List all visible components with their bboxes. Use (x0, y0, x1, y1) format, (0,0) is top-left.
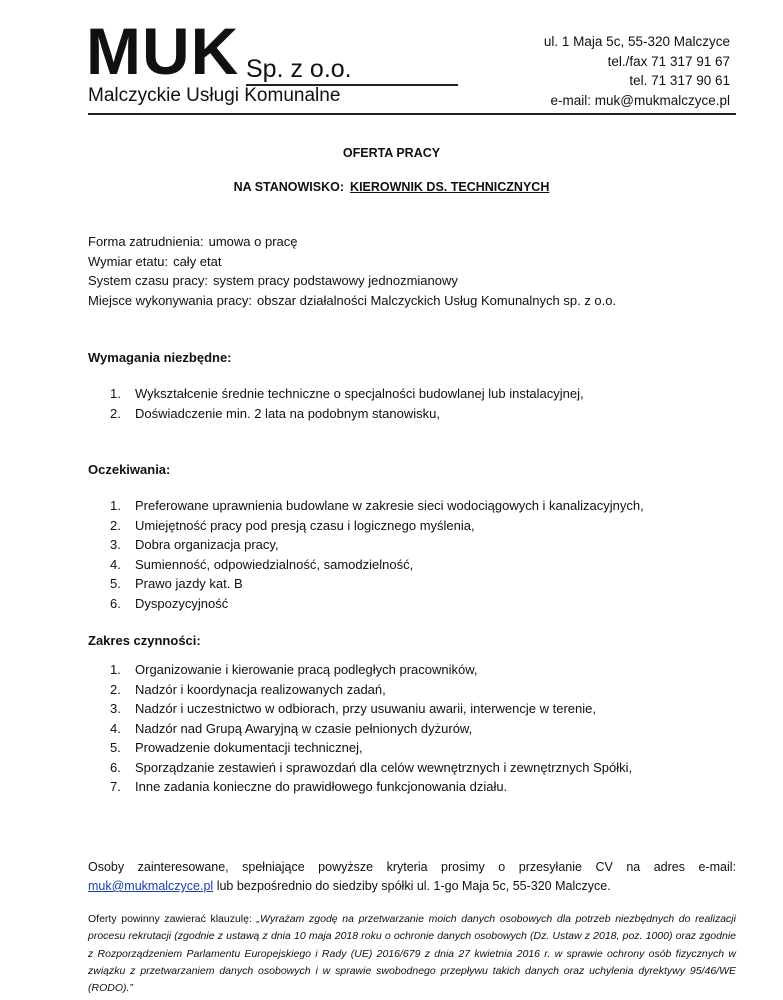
list-item: 3. Dobra organizacja pracy, (110, 537, 279, 552)
position-line (0, 180, 783, 194)
list-item: 1. Organizowanie i kierowanie pracą podległych pracowników, (110, 662, 478, 677)
list-item-text: Prowadzenie dokumentacji technicznej, (135, 740, 363, 755)
list-item: 4. Nadzór nad Grupą Awaryjną w czasie pełnionych dyżurów, (110, 720, 473, 736)
requirements-list (110, 384, 584, 423)
list-item: 7. Inne zadania konieczne do prawidłowego funkcjonowania działu. (110, 779, 508, 794)
list-item: 1. Preferowane uprawnienia budowlane w zakresie sieci wodociągowych i kanalizacyjnych, (110, 498, 644, 513)
list-item-text: Nadzór i koordynacja realizowanych zadań, (135, 681, 386, 697)
company-address: ul. 1 Maja 5c, 55-320 Malczyce (543, 34, 730, 49)
list-item-text: Prawo jazdy kat. B (135, 576, 243, 591)
logo-subtitle: Malczyckie Usługi Komunalne (88, 85, 341, 106)
list-item-text: Sumienność, odpowiedzialność, samodzielność, (135, 556, 414, 572)
company-tel: tel. 71 317 90 61 (629, 73, 730, 88)
position-value: KIEROWNIK DS. TECHNICZNYCH (350, 180, 550, 194)
expectations-heading: Oczekiwania: (88, 462, 171, 477)
detail-label: Miejsce wykonywania pracy: (88, 292, 253, 308)
list-item-text: Dobra organizacja pracy, (135, 537, 279, 552)
company-logo (86, 14, 386, 108)
list-item: 5. Prowadzenie dokumentacji technicznej, (110, 740, 363, 755)
list-item: 5. Prawo jazdy kat. B (110, 576, 243, 591)
list-item-text: Sporządzanie zestawień i sprawozdań dla celów wewnętrznych i zewnętrznych Spółki, (135, 759, 633, 775)
email-link[interactable]: muk@mukmalczyce.pl (88, 879, 214, 893)
gdpr-clause (88, 911, 736, 997)
list-item: 6. Sporządzanie zestawień i sprawozdań dla celów wewnętrznych i zewnętrznych Spółki, (110, 759, 633, 775)
company-contact-block (544, 32, 730, 110)
company-email: e-mail: muk@mukmalczyce.pl (550, 92, 730, 108)
list-item-text: Inne zadania konieczne do prawidłowego funkcjonowania działu. (135, 779, 508, 794)
company-telfax: tel./fax 71 317 91 67 (607, 53, 730, 69)
list-item: 4. Sumienność, odpowiedzialność, samodzielność, (110, 556, 414, 572)
detail-value: obszar działalności Malczyckich Usług Komunalnych sp. z o.o. (257, 292, 617, 308)
expectations-list (110, 496, 644, 613)
list-item-text: Umiejętność pracy pod presją czasu i logicznego myślenia, (135, 517, 475, 533)
detail-row (88, 291, 616, 311)
detail-label: System czasu pracy: (88, 273, 208, 288)
list-item-text: Wykształcenie średnie techniczne o specjalności budowlanej lub instalacyjnej, (135, 386, 584, 401)
instructions-line-2 (88, 877, 736, 896)
detail-value: umowa o pracę (208, 234, 298, 249)
list-item: 6. Dyspozycyjność (110, 595, 229, 611)
detail-row (88, 271, 616, 291)
list-item: 3. Nadzór i uczestnictwo w odbiorach, przy usuwaniu awarii, interwencje w terenie, (110, 701, 596, 716)
detail-label: Forma zatrudnienia: (88, 234, 204, 249)
list-item-text: Doświadczenie min. 2 lata na podobnym stanowisku, (135, 405, 440, 421)
requirements-heading: Wymagania niezbędne: (88, 350, 232, 365)
list-item-text: Dyspozycyjność (135, 595, 229, 611)
list-item: 2. Umiejętność pracy pod presją czasu i logicznego myślenia, (110, 517, 475, 533)
offer-title: OFERTA PRACY (342, 146, 441, 160)
clause-lead: Oferty powinny zawierać klauzulę: (88, 913, 252, 925)
detail-value: system pracy podstawowy jednozmianowy (212, 273, 458, 288)
position-label: NA STANOWISKO: (233, 180, 345, 194)
logo-suffix-text: Sp. z o.o. (246, 55, 352, 83)
duties-heading: Zakres czynności: (88, 633, 201, 648)
employment-details (88, 232, 616, 310)
list-item: 2. Nadzór i koordynacja realizowanych zadań, (110, 681, 386, 697)
detail-label: Wymiar etatu: (88, 253, 169, 269)
list-item-text: Nadzór i uczestnictwo w odbiorach, przy usuwaniu awarii, interwencje w terenie, (135, 701, 596, 716)
list-item-text: Nadzór nad Grupą Awaryjną w czasie pełnionych dyżurów, (135, 720, 473, 736)
logo-main-text: MUK (86, 14, 240, 88)
instructions-line-2-text: lub bezpośrednio do siedziby spółki ul. 1-go Maja 5c, 55-320 Malczyce. (216, 879, 611, 893)
clause-quote: „Wyrażam zgodę na przetwarzanie moich danych osobowych dla potrzeb niezbędnych do realizacji procesu rekrutacji (zgodnie z ustawą z dnia 10 maja 2018 roku o ochronie danych osobowych (Dz. Ustaw z 2018, poz. 1000) oraz zgodnie z Rozporządzeniem Parlamentu Europejskiego i Rady (UE) 2016/679 z dnia 27 kwietnia 2016 r. w sprawie ochrony osób fizycznych w związku z przetwarzaniem danych osobowych i w sprawie swobodnego przepływu takich danych oraz uchylenia dyrektywy 95/46/WE (RODO).” (88, 913, 736, 995)
header-divider (88, 113, 736, 115)
instructions-line-1: Osoby zainteresowane, spełniające powyższe kryteria prosimy o przesyłanie CV na adres e-mail: (88, 860, 736, 874)
application-instructions (88, 858, 736, 896)
list-item-text: Organizowanie i kierowanie pracą podległych pracowników, (135, 662, 478, 677)
detail-row (88, 252, 616, 272)
detail-row (88, 232, 616, 252)
duties-list (110, 660, 632, 797)
list-item: 2. Doświadczenie min. 2 lata na podobnym stanowisku, (110, 405, 440, 421)
detail-value: cały etat (173, 253, 222, 269)
list-item-text: Preferowane uprawnienia budowlane w zakresie sieci wodociągowych i kanalizacyjnych, (135, 498, 644, 513)
list-item: 1. Wykształcenie średnie techniczne o specjalności budowlanej lub instalacyjnej, (110, 386, 584, 401)
